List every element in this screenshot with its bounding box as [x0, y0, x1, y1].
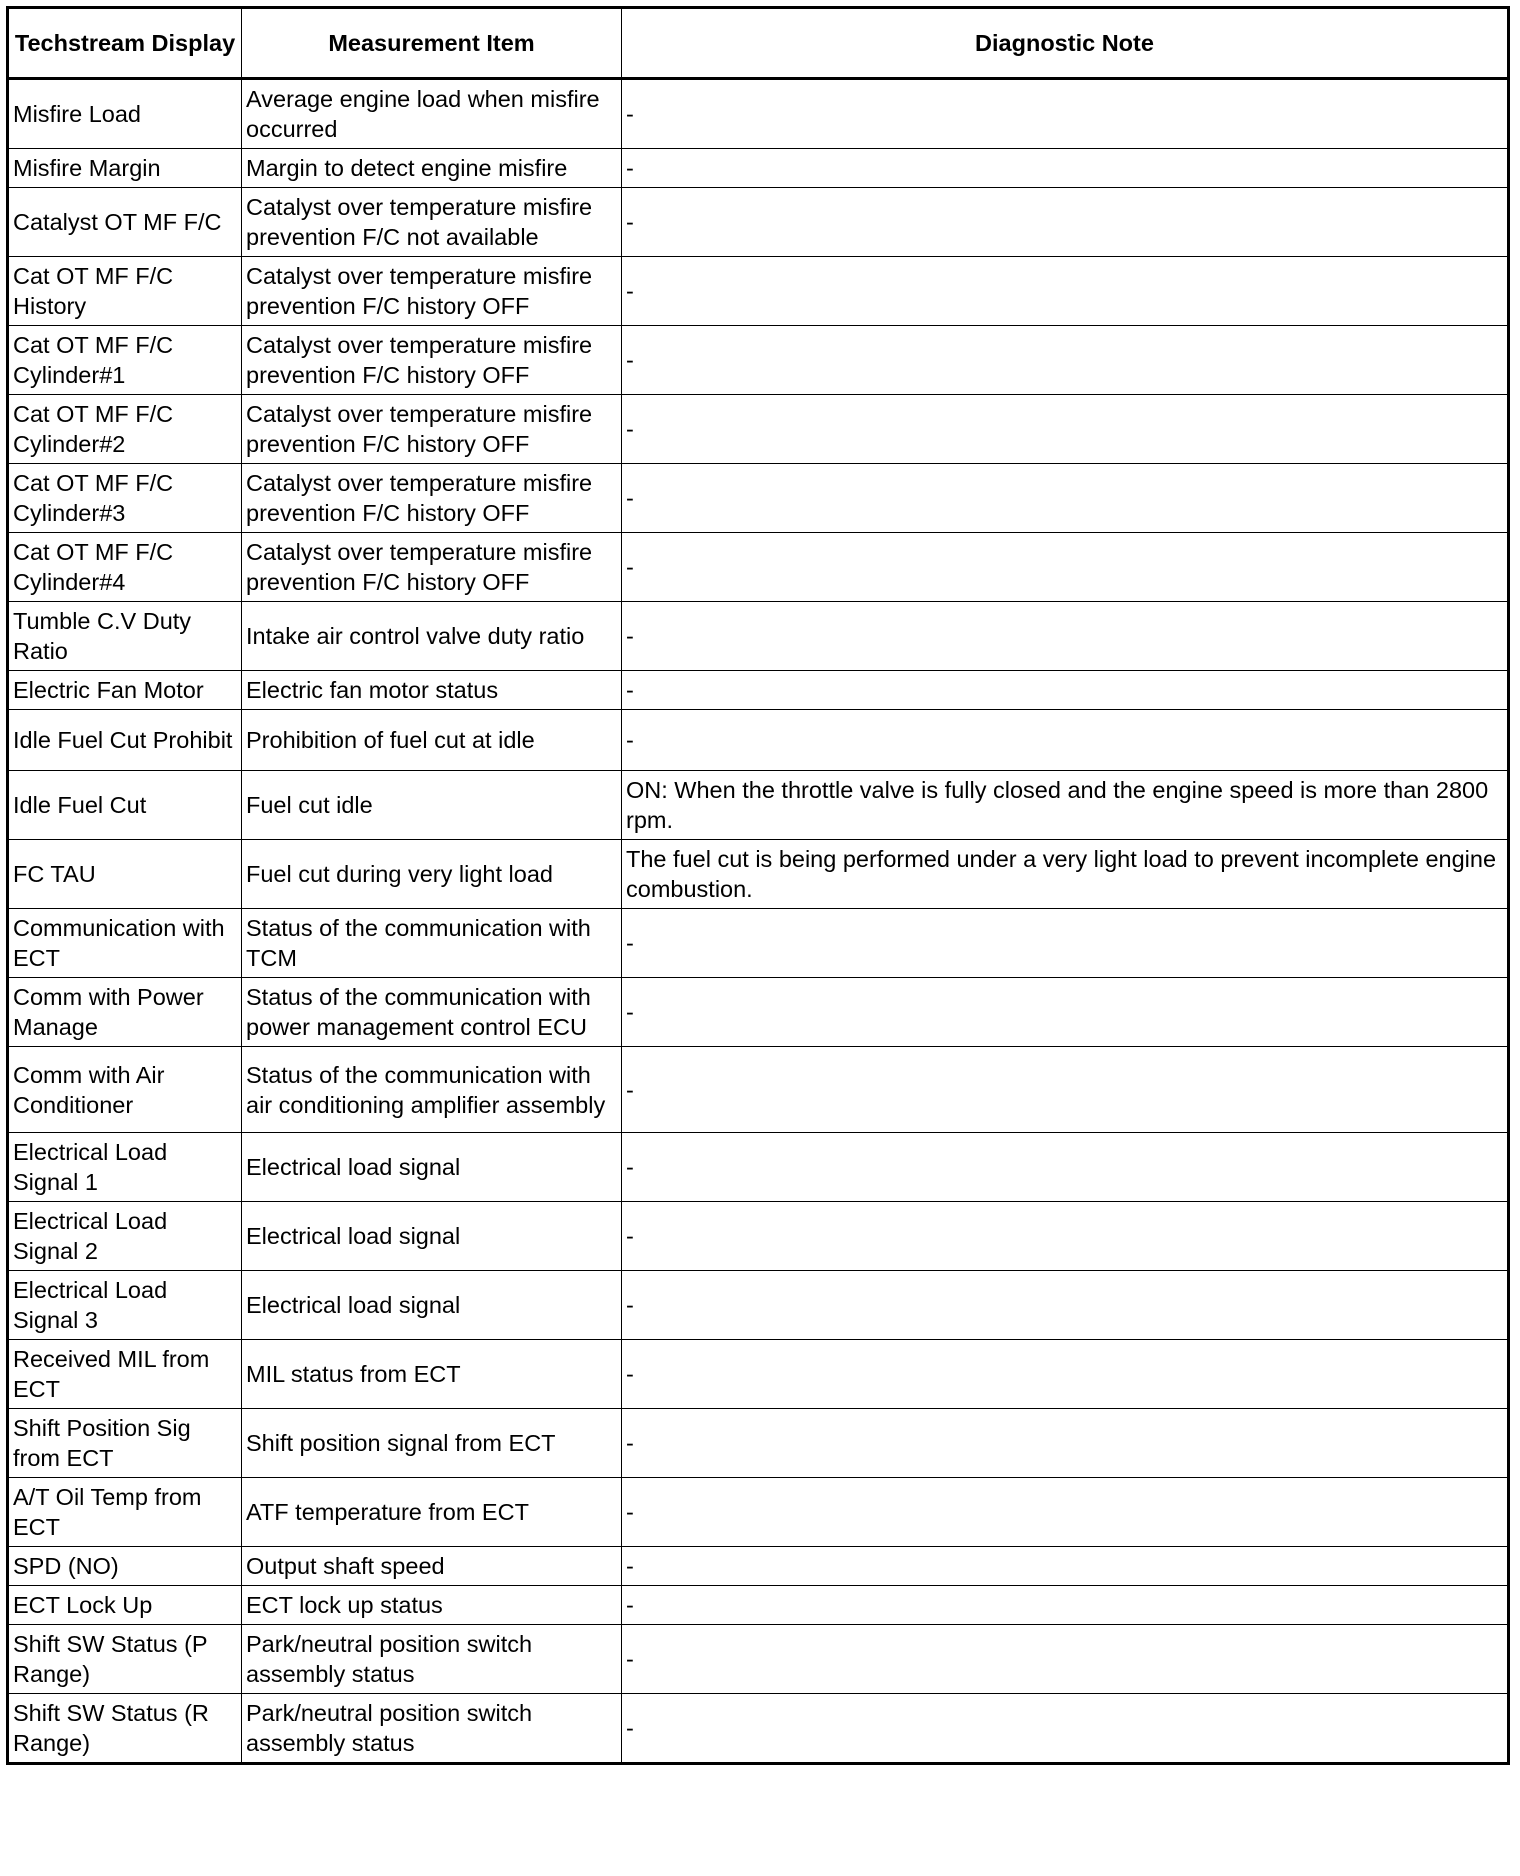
cell-techstream-display: Cat OT MF F/C Cylinder#4	[8, 533, 242, 602]
cell-diagnostic-note: -	[622, 1625, 1509, 1694]
cell-measurement-item: Catalyst over temperature misfire prevention F/C history OFF	[242, 533, 622, 602]
table-row	[8, 257, 1509, 326]
cell-measurement-item: Shift position signal from ECT	[242, 1409, 622, 1478]
cell-techstream-display: Electrical Load Signal 2	[8, 1202, 242, 1271]
cell-diagnostic-note: -	[622, 978, 1509, 1047]
cell-measurement-item: Electric fan motor status	[242, 671, 622, 710]
cell-measurement-item: Catalyst over temperature misfire prevention F/C history OFF	[242, 257, 622, 326]
header-measurement-item: Measurement Item	[242, 8, 622, 79]
table-row	[8, 464, 1509, 533]
cell-techstream-display: Shift Position Sig from ECT	[8, 1409, 242, 1478]
table-row	[8, 1478, 1509, 1547]
cell-diagnostic-note: -	[622, 149, 1509, 188]
cell-techstream-display: Idle Fuel Cut	[8, 771, 242, 840]
table-header	[8, 8, 1509, 79]
cell-measurement-item: Electrical load signal	[242, 1133, 622, 1202]
cell-diagnostic-note: -	[622, 1340, 1509, 1409]
cell-diagnostic-note: -	[622, 1271, 1509, 1340]
cell-diagnostic-note: ON: When the throttle valve is fully closed and the engine speed is more than 2800 rpm.	[622, 771, 1509, 840]
cell-techstream-display: ECT Lock Up	[8, 1586, 242, 1625]
cell-techstream-display: Misfire Margin	[8, 149, 242, 188]
cell-techstream-display: Electrical Load Signal 3	[8, 1271, 242, 1340]
cell-measurement-item: Average engine load when misfire occurred	[242, 79, 622, 149]
cell-techstream-display: Comm with Air Conditioner	[8, 1047, 242, 1133]
cell-diagnostic-note: -	[622, 257, 1509, 326]
cell-diagnostic-note: -	[622, 395, 1509, 464]
cell-diagnostic-note: -	[622, 909, 1509, 978]
header-techstream-display: Techstream Display	[8, 8, 242, 79]
cell-measurement-item: Status of the communication with power management control ECU	[242, 978, 622, 1047]
cell-techstream-display: Comm with Power Manage	[8, 978, 242, 1047]
cell-diagnostic-note: -	[622, 464, 1509, 533]
cell-techstream-display: Catalyst OT MF F/C	[8, 188, 242, 257]
cell-diagnostic-note: -	[622, 1694, 1509, 1764]
cell-techstream-display: Cat OT MF F/C Cylinder#3	[8, 464, 242, 533]
cell-measurement-item: Catalyst over temperature misfire prevention F/C history OFF	[242, 326, 622, 395]
table-row	[8, 978, 1509, 1047]
header-row	[8, 8, 1509, 79]
diagnostic-data-table	[6, 6, 1510, 1765]
cell-measurement-item: Prohibition of fuel cut at idle	[242, 710, 622, 771]
cell-measurement-item: Status of the communication with TCM	[242, 909, 622, 978]
table-row	[8, 909, 1509, 978]
cell-diagnostic-note: -	[622, 326, 1509, 395]
table-row	[8, 326, 1509, 395]
table-row	[8, 1694, 1509, 1764]
table-row	[8, 1202, 1509, 1271]
cell-diagnostic-note: -	[622, 1202, 1509, 1271]
cell-measurement-item: Margin to detect engine misfire	[242, 149, 622, 188]
cell-techstream-display: SPD (NO)	[8, 1547, 242, 1586]
cell-diagnostic-note: -	[622, 1409, 1509, 1478]
cell-techstream-display: Cat OT MF F/C History	[8, 257, 242, 326]
table-row	[8, 602, 1509, 671]
cell-diagnostic-note: -	[622, 1478, 1509, 1547]
cell-techstream-display: Cat OT MF F/C Cylinder#2	[8, 395, 242, 464]
cell-diagnostic-note: -	[622, 602, 1509, 671]
cell-techstream-display: Shift SW Status (P Range)	[8, 1625, 242, 1694]
cell-techstream-display: Idle Fuel Cut Prohibit	[8, 710, 242, 771]
cell-measurement-item: Fuel cut during very light load	[242, 840, 622, 909]
cell-measurement-item: Park/neutral position switch assembly status	[242, 1694, 622, 1764]
cell-techstream-display: Cat OT MF F/C Cylinder#1	[8, 326, 242, 395]
table-row	[8, 1409, 1509, 1478]
table-row	[8, 1340, 1509, 1409]
cell-diagnostic-note: -	[622, 1586, 1509, 1625]
table-row	[8, 533, 1509, 602]
cell-measurement-item: Electrical load signal	[242, 1202, 622, 1271]
header-diagnostic-note: Diagnostic Note	[622, 8, 1509, 79]
cell-measurement-item: MIL status from ECT	[242, 1340, 622, 1409]
cell-diagnostic-note: -	[622, 710, 1509, 771]
cell-techstream-display: Communication with ECT	[8, 909, 242, 978]
cell-diagnostic-note: -	[622, 671, 1509, 710]
table-row	[8, 395, 1509, 464]
cell-measurement-item: Park/neutral position switch assembly status	[242, 1625, 622, 1694]
cell-measurement-item: Fuel cut idle	[242, 771, 622, 840]
cell-diagnostic-note: -	[622, 188, 1509, 257]
table-row	[8, 1133, 1509, 1202]
table-row	[8, 1271, 1509, 1340]
cell-diagnostic-note: The fuel cut is being performed under a very light load to prevent incomplete engine combustion.	[622, 840, 1509, 909]
cell-measurement-item: Output shaft speed	[242, 1547, 622, 1586]
cell-diagnostic-note: -	[622, 1547, 1509, 1586]
cell-techstream-display: Tumble C.V Duty Ratio	[8, 602, 242, 671]
cell-diagnostic-note: -	[622, 1047, 1509, 1133]
cell-measurement-item: ATF temperature from ECT	[242, 1478, 622, 1547]
table-row	[8, 840, 1509, 909]
table-row	[8, 149, 1509, 188]
cell-diagnostic-note: -	[622, 533, 1509, 602]
cell-techstream-display: Misfire Load	[8, 79, 242, 149]
cell-measurement-item: Intake air control valve duty ratio	[242, 602, 622, 671]
cell-measurement-item: Electrical load signal	[242, 1271, 622, 1340]
cell-measurement-item: Catalyst over temperature misfire prevention F/C not available	[242, 188, 622, 257]
cell-techstream-display: Electric Fan Motor	[8, 671, 242, 710]
table-row	[8, 188, 1509, 257]
table-row	[8, 1047, 1509, 1133]
table-body	[8, 79, 1509, 1764]
table-row	[8, 1586, 1509, 1625]
cell-measurement-item: Catalyst over temperature misfire prevention F/C history OFF	[242, 464, 622, 533]
cell-diagnostic-note: -	[622, 1133, 1509, 1202]
cell-diagnostic-note: -	[622, 79, 1509, 149]
table-row	[8, 710, 1509, 771]
cell-measurement-item: Status of the communication with air conditioning amplifier assembly	[242, 1047, 622, 1133]
table-row	[8, 771, 1509, 840]
table-row	[8, 1625, 1509, 1694]
table-row	[8, 1547, 1509, 1586]
cell-techstream-display: FC TAU	[8, 840, 242, 909]
cell-measurement-item: ECT lock up status	[242, 1586, 622, 1625]
cell-techstream-display: Received MIL from ECT	[8, 1340, 242, 1409]
table-row	[8, 79, 1509, 149]
cell-techstream-display: Shift SW Status (R Range)	[8, 1694, 242, 1764]
cell-techstream-display: Electrical Load Signal 1	[8, 1133, 242, 1202]
cell-measurement-item: Catalyst over temperature misfire prevention F/C history OFF	[242, 395, 622, 464]
cell-techstream-display: A/T Oil Temp from ECT	[8, 1478, 242, 1547]
table-row	[8, 671, 1509, 710]
